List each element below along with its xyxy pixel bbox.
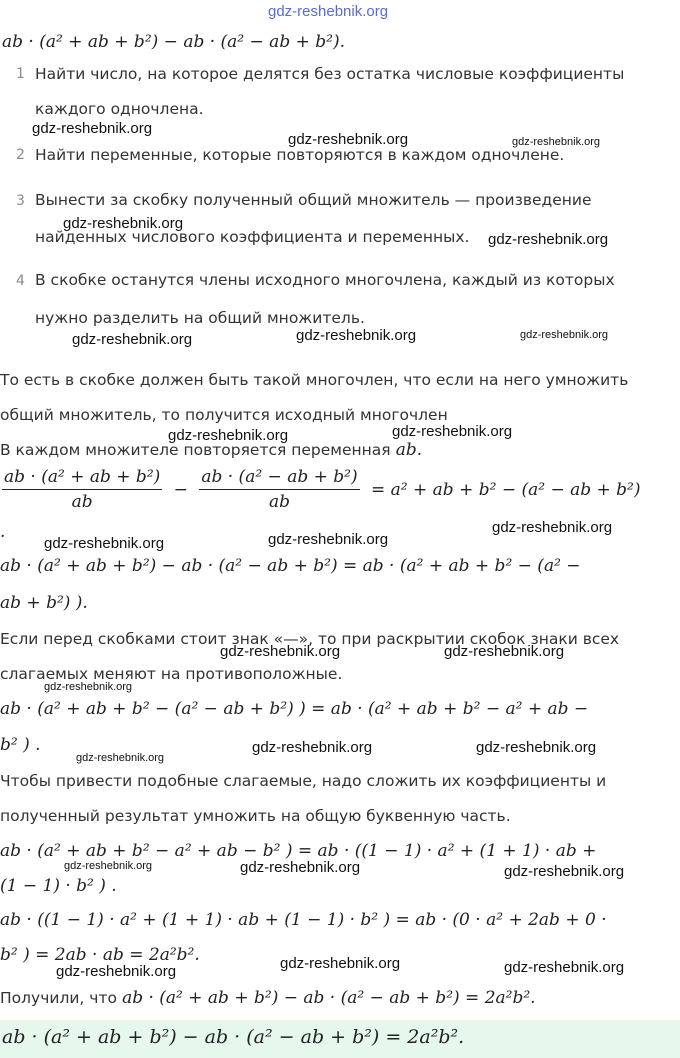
watermark[interactable]: gdz-reshebnik.org: [56, 963, 177, 980]
fraction-equation: [2, 467, 641, 512]
watermark[interactable]: gdz-reshebnik.org: [32, 120, 153, 137]
watermark[interactable]: gdz-reshebnik.org: [488, 231, 609, 248]
watermark[interactable]: gdz-reshebnik.org: [280, 955, 401, 972]
step-text: Найти число, на которое делятся без остатка числовые коэффициенты: [35, 65, 625, 83]
watermark[interactable]: gdz-reshebnik.org: [44, 535, 165, 552]
watermark[interactable]: gdz-reshebnik.org: [444, 643, 565, 660]
watermark[interactable]: gdz-reshebnik.org: [44, 681, 133, 693]
watermark[interactable]: gdz-reshebnik.org: [252, 739, 373, 756]
watermark[interactable]: gdz-reshebnik.org: [504, 863, 625, 880]
watermark[interactable]: gdz-reshebnik.org: [220, 643, 341, 660]
equation-line: ab · (a² + ab + b²) − ab · (a² − ab + b²) = ab · (a² + ab + b² − (a² −: [0, 556, 581, 576]
answer-box: [0, 1020, 680, 1058]
watermark[interactable]: gdz-reshebnik.org: [76, 752, 165, 764]
equation-line: b² ) = 2ab · ab = 2a²b².: [0, 945, 200, 965]
paragraph-text: Если перед скобками стоит знак «—», то при раскрытии скобок знаки всех: [0, 630, 620, 648]
paragraph-text: слагаемых меняют на противоположные.: [0, 665, 343, 683]
watermark[interactable]: gdz-reshebnik.org: [520, 329, 609, 341]
watermark[interactable]: gdz-reshebnik.org: [168, 427, 289, 444]
step-number: 3: [16, 193, 25, 209]
watermark[interactable]: gdz-reshebnik.org: [512, 136, 601, 148]
watermark[interactable]: gdz-reshebnik.org: [504, 959, 625, 976]
paragraph-text: общий множитель, то получится исходный многочлен: [0, 406, 448, 424]
paragraph-text: полученный результат умножить на общую буквенную часть.: [0, 807, 511, 825]
watermark[interactable]: gdz-reshebnik.org: [296, 327, 417, 344]
paragraph-text: В каждом множителе повторяется переменная: [0, 441, 391, 459]
paragraph-text: То есть в скобке должен быть такой многочлен, что если на него умножить: [0, 371, 629, 389]
equation-line: ab + b²) ).: [0, 593, 88, 613]
fraction-numerator: ab · (a² + ab + b²): [2, 467, 162, 490]
watermark[interactable]: gdz-reshebnik.org: [392, 423, 513, 440]
fraction-denominator: ab: [268, 492, 290, 512]
equation-line: ab · (a² + ab + b² − a² + ab − b² ) = ab · ((1 − 1) · a² + (1 + 1) · ab +: [0, 841, 597, 861]
fraction-numerator: ab · (a² − ab + b²): [199, 467, 359, 490]
variable: ab.: [395, 440, 423, 460]
watermark-top[interactable]: gdz-reshebnik.org: [268, 3, 389, 20]
conclusion: [0, 988, 536, 1008]
trailing-dot: .: [0, 522, 6, 542]
fraction-denominator: ab: [71, 492, 93, 512]
conclusion-expression: ab · (a² + ab + b²) − ab · (a² − ab + b²) = 2a²b².: [122, 988, 536, 1008]
watermark[interactable]: gdz-reshebnik.org: [72, 331, 193, 348]
watermark[interactable]: gdz-reshebnik.org: [64, 860, 153, 872]
step-text: нужно разделить на общий множитель.: [35, 309, 365, 327]
watermark[interactable]: gdz-reshebnik.org: [268, 531, 389, 548]
watermark[interactable]: gdz-reshebnik.org: [240, 859, 361, 876]
step-text: найденных числового коэффициента и переменных.: [35, 228, 470, 246]
equation-line: b² ) .: [0, 735, 41, 755]
step-text: Найти переменные, которые повторяются в каждом одночлене.: [35, 146, 565, 164]
watermark[interactable]: gdz-reshebnik.org: [476, 739, 597, 756]
step-number: 1: [16, 66, 25, 82]
watermark[interactable]: gdz-reshebnik.org: [63, 215, 184, 232]
equation-line: (1 − 1) · b² ) .: [0, 876, 117, 896]
paragraph-text: Чтобы привести подобные слагаемые, надо сложить их коэффициенты и: [0, 772, 607, 790]
minus-sign: −: [173, 479, 188, 500]
equation-line: ab · ((1 − 1) · a² + (1 + 1) · ab + (1 − 1) · b² ) = ab · (0 · a² + 2ab + 0 ·: [0, 910, 607, 930]
step-text: В скобке останутся члены исходного многочлена, каждый из которых: [35, 271, 615, 289]
watermark[interactable]: gdz-reshebnik.org: [288, 131, 409, 148]
fraction-rhs: = a² + ab + b² − (a² − ab + b²): [371, 479, 641, 500]
step-text: Вынести за скобку полученный общий множитель — произведение: [35, 191, 592, 209]
conclusion-text: Получили, что: [0, 989, 117, 1007]
step-number: 2: [16, 147, 25, 163]
step-text: каждого одночлена.: [35, 100, 204, 118]
equation-line: ab · (a² + ab + b² − (a² − ab + b²) ) = ab · (a² + ab + b² − a² + ab −: [0, 699, 589, 719]
fraction-2: [199, 467, 359, 512]
watermark[interactable]: gdz-reshebnik.org: [492, 519, 613, 536]
intro-expression: ab · (a² + ab + b²) − ab · (a² − ab + b²).: [2, 32, 345, 52]
fraction-1: [2, 467, 162, 512]
step-number: 4: [16, 273, 25, 289]
answer-expression: ab · (a² + ab + b²) − ab · (a² − ab + b²) = 2a²b².: [2, 1026, 465, 1048]
